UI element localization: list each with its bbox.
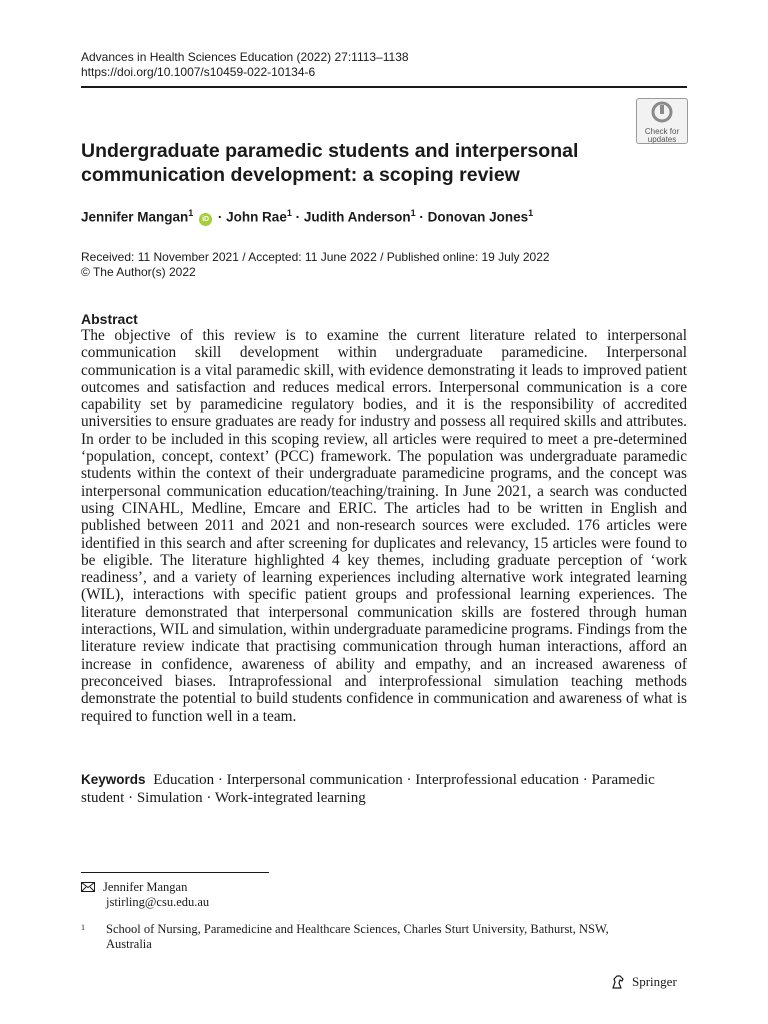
- author-name[interactable]: Judith Anderson: [303, 209, 411, 225]
- keywords-list: Education · Interpersonal communication · Interprofessional education · Paramedic student · Simulation · Work-integrated learning: [81, 772, 655, 806]
- author-affiliation-mark: 1: [528, 208, 534, 218]
- springer-horse-icon: [610, 974, 626, 990]
- copyright-line: © The Author(s) 2022: [81, 265, 196, 279]
- orcid-icon[interactable]: iD: [199, 213, 212, 226]
- header-divider: [81, 86, 687, 88]
- author-name[interactable]: Donovan Jones: [427, 209, 529, 225]
- check-for-updates-icon: [651, 101, 673, 123]
- keywords-label: Keywords: [81, 772, 146, 787]
- corresponding-author: Jennifer Mangan: [103, 880, 188, 894]
- affiliation-text: School of Nursing, Paramedicine and Healthcare Sciences, Charles Sturt University, Bathurst, NSW, Australia: [106, 922, 609, 951]
- author-name[interactable]: John Rae: [226, 209, 287, 225]
- journal-citation: Advances in Health Sciences Education (2022) 27:1113–1138: [81, 50, 409, 64]
- envelope-icon: [81, 882, 95, 892]
- author-list: Jennifer Mangan$^1$ iD · John Rae$^1$ · Judith Anderson$^1$ · Donovan Jones$^1$: [81, 208, 534, 225]
- abstract-text: The objective of this review is to examine the current literature related to interpersonal communication skill development within undergraduate paramedicine. Interpersonal communication is a vital paramedic skill, with evidence demonstrating it leads to improved patient outcomes and satisfaction and reduces medical errors. Interpersonal communication is a core capability set by paramedicine regulatory bodies, and it is the responsibility of accredited universities to ensure graduates are ready for industry and possess all required skills and attributes. In order to be included in this scoping review, all articles were required to meet a pre-determined ‘population, concept, context’ (PCC) framework. The population was undergraduate paramedic students within the context of their undergraduate paramedicine programs, and the concept was interpersonal communication education/teaching/training. In June 2021, a search was conducted using CINAHL, Medline, Emcare and ERIC. The articles had to be written in English and published between 2011 and 2021 and non-research sources were excluded. 176 articles were identified in this search and after screening for duplicates and relevancy, 15 articles were found to be eligible. The literature highlighted 4 key themes, including graduate perception of ‘work readiness’, and a variety of learning experiences including alternative work integrated learning (WIL), interactions with specific patient groups and professional learning experiences. The literature demonstrated that interpersonal communication skills are fostered through human interactions, WIL and simulation, within undergraduate paramedicine programs. Findings from the literature review indicate that practising communication through human interactions, afford an increase in confidence, awareness of ability and empathy, and an increased awareness of preconceived biases. Intraprofessional and interprofessional simulation teaching methods demonstrate the potential to build students confidence in communication and awareness of what is required to function well in a team.: [81, 327, 687, 725]
- journal-header: [81, 50, 409, 80]
- article-title: Undergraduate paramedic students and interpersonal communication development: a scoping review: [81, 140, 579, 186]
- author-affiliation-mark: 1: [188, 208, 194, 218]
- doi-link[interactable]: https://doi.org/10.1007/s10459-022-10134-6: [81, 65, 316, 79]
- author-name[interactable]: Jennifer Mangan: [81, 209, 189, 225]
- corresponding-email[interactable]: jstirling@csu.edu.au: [106, 895, 210, 909]
- correspondence-note: [81, 880, 209, 910]
- author-affiliation-mark: 1: [410, 208, 416, 218]
- affiliation-note: [81, 922, 641, 952]
- check-for-updates-badge[interactable]: [636, 98, 688, 144]
- publisher-name: Springer: [632, 974, 677, 989]
- affiliation-number: 1: [81, 923, 85, 932]
- badge-line2: updates: [647, 135, 677, 144]
- abstract-heading: Abstract: [81, 311, 138, 327]
- keywords-section: [81, 771, 687, 807]
- publisher-logo: [610, 974, 677, 990]
- history-dates: Received: 11 November 2021 / Accepted: 11 June 2022 / Published online: 19 July 2022: [81, 250, 550, 264]
- author-affiliation-mark: 1: [286, 208, 292, 218]
- footnote-divider: [81, 872, 269, 873]
- badge-line1: Check for: [644, 127, 680, 136]
- publication-dates: [81, 250, 550, 280]
